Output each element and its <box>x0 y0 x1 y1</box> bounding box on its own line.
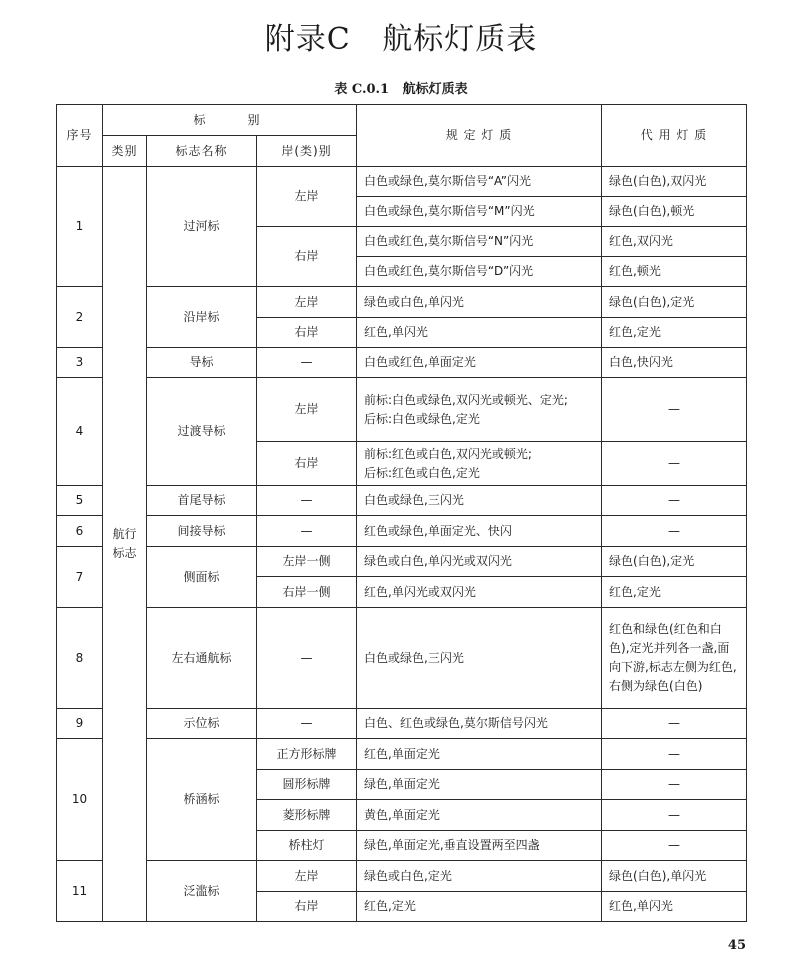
bank-cell: — <box>257 516 357 547</box>
specified-light: 黄色,单面定光 <box>357 800 602 831</box>
bank-cell: 左岸 <box>257 167 357 227</box>
substitute-light: 绿色(白色),单闪光 <box>602 861 747 892</box>
specified-light: 白色或红色,单面定光 <box>357 348 602 378</box>
specified-light: 白色或绿色,莫尔斯信号“M”闪光 <box>357 197 602 227</box>
specified-light: 红色,单面定光 <box>357 739 602 770</box>
row-number: 5 <box>57 486 103 516</box>
bank-cell: 左岸 <box>257 287 357 318</box>
header-group: 标 别 <box>103 105 357 136</box>
specified-light: 绿色,单面定光 <box>357 770 602 800</box>
specified-light: 白色或绿色,三闪光 <box>357 608 602 709</box>
bank-cell: 菱形标牌 <box>257 800 357 831</box>
bank-cell: 右岸 <box>257 442 357 486</box>
sign-name: 左右通航标 <box>147 608 257 709</box>
sign-name: 侧面标 <box>147 547 257 608</box>
header-specified: 规 定 灯 质 <box>357 105 602 167</box>
specified-light: 白色或红色,莫尔斯信号“N”闪光 <box>357 227 602 257</box>
substitute-light: — <box>602 378 747 442</box>
sign-name: 过河标 <box>147 167 257 287</box>
substitute-light: — <box>602 516 747 547</box>
sign-name: 过渡导标 <box>147 378 257 486</box>
sign-name: 导标 <box>147 348 257 378</box>
row-number: 9 <box>57 709 103 739</box>
bank-cell: 左岸一侧 <box>257 547 357 577</box>
row-number: 7 <box>57 547 103 608</box>
specified-light: 绿色或白色,单闪光 <box>357 287 602 318</box>
bank-cell: — <box>257 348 357 378</box>
bank-cell: 右岸 <box>257 892 357 922</box>
bank-cell: — <box>257 709 357 739</box>
specified-light: 红色,单闪光或双闪光 <box>357 577 602 608</box>
page-number: 45 <box>727 938 746 953</box>
bank-cell: 左岸 <box>257 861 357 892</box>
specified-light: 红色,单闪光 <box>357 318 602 348</box>
row-number: 8 <box>57 608 103 709</box>
table-row <box>57 378 747 442</box>
substitute-light: — <box>602 709 747 739</box>
sign-name: 首尾导标 <box>147 486 257 516</box>
substitute-light: 红色,定光 <box>602 577 747 608</box>
page-title: 附录C 航标灯质表 <box>264 22 538 57</box>
table-row <box>57 739 747 770</box>
header-seq: 序号 <box>57 105 103 167</box>
header-category: 类别 <box>103 136 147 167</box>
table-row <box>57 861 747 892</box>
sign-name: 泛滥标 <box>147 861 257 922</box>
substitute-light: 绿色(白色),双闪光 <box>602 167 747 197</box>
substitute-light: 红色和绿色(红色和白色),定光并列各一盏,面向下游,标志左侧为红色,右侧为绿色(白色) <box>602 608 747 709</box>
table-row <box>57 287 747 318</box>
table-row <box>57 348 747 378</box>
specified-light: 绿色或白色,单闪光或双闪光 <box>357 547 602 577</box>
table-row <box>57 547 747 577</box>
specified-light: 红色或绿色,单面定光、快闪 <box>357 516 602 547</box>
specified-light: 绿色或白色,定光 <box>357 861 602 892</box>
specified-light: 白色或绿色,莫尔斯信号“A”闪光 <box>357 167 602 197</box>
substitute-light: — <box>602 739 747 770</box>
substitute-light: 绿色(白色),顿光 <box>602 197 747 227</box>
specified-light: 绿色,单面定光,垂直设置两至四盏 <box>357 831 602 861</box>
row-number: 6 <box>57 516 103 547</box>
substitute-light: — <box>602 800 747 831</box>
header-sign-name: 标志名称 <box>147 136 257 167</box>
table-row <box>57 608 747 709</box>
specified-light: 红色,定光 <box>357 892 602 922</box>
bank-cell: 圆形标牌 <box>257 770 357 800</box>
bank-cell: 桥柱灯 <box>257 831 357 861</box>
specified-light: 前标:白色或绿色,双闪光或顿光、定光; 后标:白色或绿色,定光 <box>357 378 602 442</box>
specified-light: 白色或绿色,三闪光 <box>357 486 602 516</box>
category-cell: 航行标志 <box>103 167 147 922</box>
sign-name: 间接导标 <box>147 516 257 547</box>
substitute-light: — <box>602 770 747 800</box>
row-number: 1 <box>57 167 103 287</box>
bank-cell: 左岸 <box>257 378 357 442</box>
substitute-light: — <box>602 442 747 486</box>
bank-cell: 右岸 <box>257 318 357 348</box>
specified-light: 白色、红色或绿色,莫尔斯信号闪光 <box>357 709 602 739</box>
table-row <box>57 167 747 197</box>
substitute-light: 绿色(白色),定光 <box>602 287 747 318</box>
bank-cell: — <box>257 608 357 709</box>
specified-light: 白色或红色,莫尔斯信号“D”闪光 <box>357 257 602 287</box>
row-number: 3 <box>57 348 103 378</box>
nav-light-table <box>56 104 747 922</box>
row-number: 11 <box>57 861 103 922</box>
table-row <box>57 516 747 547</box>
table-caption: 表 C.0.1 航标灯质表 <box>334 82 468 97</box>
header-substitute: 代 用 灯 质 <box>602 105 747 167</box>
sign-name: 沿岸标 <box>147 287 257 348</box>
sign-name: 桥涵标 <box>147 739 257 861</box>
table-row <box>57 486 747 516</box>
substitute-light: — <box>602 486 747 516</box>
header-row-1 <box>57 105 747 136</box>
substitute-light: 绿色(白色),定光 <box>602 547 747 577</box>
bank-cell: 右岸一侧 <box>257 577 357 608</box>
substitute-light: 红色,顿光 <box>602 257 747 287</box>
substitute-light: 白色,快闪光 <box>602 348 747 378</box>
substitute-light: 红色,单闪光 <box>602 892 747 922</box>
bank-cell: 右岸 <box>257 227 357 287</box>
header-bank: 岸(类)别 <box>257 136 357 167</box>
table-row <box>57 709 747 739</box>
bank-cell: — <box>257 486 357 516</box>
row-number: 2 <box>57 287 103 348</box>
substitute-light: — <box>602 831 747 861</box>
specified-light: 前标:红色或白色,双闪光或顿光; 后标:红色或白色,定光 <box>357 442 602 486</box>
row-number: 10 <box>57 739 103 861</box>
sign-name: 示位标 <box>147 709 257 739</box>
substitute-light: 红色,定光 <box>602 318 747 348</box>
row-number: 4 <box>57 378 103 486</box>
bank-cell: 正方形标牌 <box>257 739 357 770</box>
substitute-light: 红色,双闪光 <box>602 227 747 257</box>
